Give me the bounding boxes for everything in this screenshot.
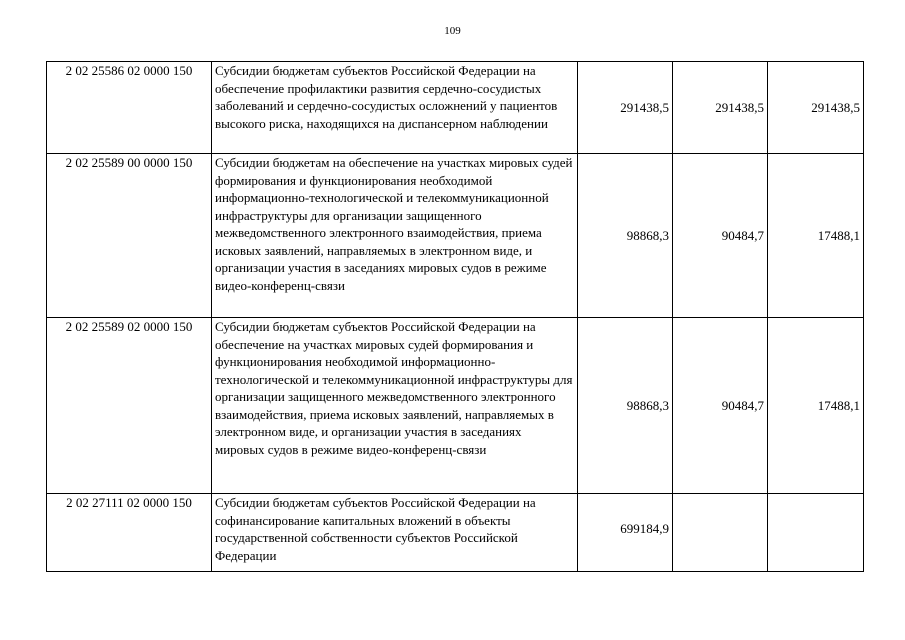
classification-code: 2 02 25589 00 0000 150 [47, 154, 212, 318]
page-number: 109 [444, 25, 461, 37]
classification-code: 2 02 25586 02 0000 150 [47, 62, 212, 154]
budget-table [46, 61, 864, 572]
amount-year-2: 291438,5 [673, 62, 768, 154]
amount-year-1: 98868,3 [578, 154, 673, 318]
income-description: Субсидии бюджетам субъектов Российской Федерации на софинансирование капитальных вложений в объекты государственной собственности субъектов Российской Федерации [212, 494, 578, 572]
income-description: Субсидии бюджетам субъектов Российской Федерации на обеспечение профилактики развития сердечно-сосудистых заболеваний и сердечно-сосудистых осложнений у пациентов высокого риска, находящихся на диспансерном наблюдении [212, 62, 578, 154]
amount-year-3: 17488,1 [768, 318, 864, 494]
amount-year-1: 291438,5 [578, 62, 673, 154]
amount-year-2: 90484,7 [673, 318, 768, 494]
table-row [47, 154, 864, 318]
amount-year-3 [768, 494, 864, 572]
income-description: Субсидии бюджетам субъектов Российской Федерации на обеспечение на участках мировых судей формирования и функционирования необходимой информационно-технологической и телекоммуникационной инфраструктуры для организации защищенного межведомственного электронного взаимодействия, приема исковых заявлений, направляемых в электронном виде, и организации участия в заседаниях мировых судов в режиме видео-конференц-связи [212, 318, 578, 494]
table-row [47, 318, 864, 494]
classification-code: 2 02 25589 02 0000 150 [47, 318, 212, 494]
amount-year-1: 98868,3 [578, 318, 673, 494]
table-row [47, 494, 864, 572]
amount-year-2 [673, 494, 768, 572]
amount-year-2: 90484,7 [673, 154, 768, 318]
table-row [47, 62, 864, 154]
amount-year-3: 291438,5 [768, 62, 864, 154]
amount-year-1: 699184,9 [578, 494, 673, 572]
amount-year-3: 17488,1 [768, 154, 864, 318]
classification-code: 2 02 27111 02 0000 150 [47, 494, 212, 572]
income-description: Субсидии бюджетам на обеспечение на участках мировых судей формирования и функционирования необходимой информационно-технологической и телекоммуникационной инфраструктуры для организации защищенного межведомственного электронного взаимодействия, приема исковых заявлений, направляемых в электронном виде, и организации участия в заседаниях мировых судов в режиме видео-конференц-связи [212, 154, 578, 318]
